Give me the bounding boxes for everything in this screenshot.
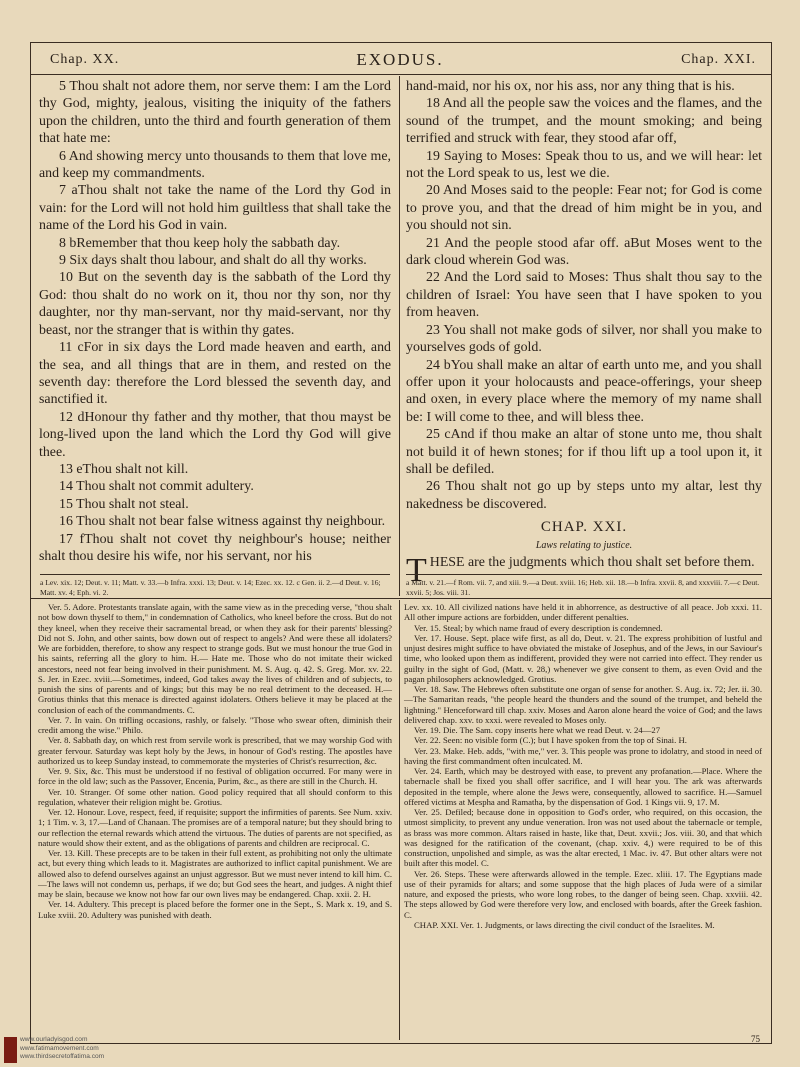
note: Ver. 14. Adultery. This precept is placed before the former one in the Sept., S. Mark x. 19, and S. Luke xviii. 20. Adultery was punished with death. bbox=[38, 899, 392, 920]
watermark bbox=[20, 1036, 104, 1062]
watermark-url: www.thirdsecretoffatima.com bbox=[20, 1053, 105, 1061]
note: Ver. 19. Die. The Sam. copy inserts here what we read Deut. v. 24—27 bbox=[414, 725, 661, 735]
running-header bbox=[30, 48, 770, 74]
drop-cap: T bbox=[406, 551, 427, 589]
verse: 11 cFor in six days the Lord made heaven and earth, and the sea, and all things that are in them, and rested on the seventh day: therefore the Lord blessed the seventh day, and sanctified it. bbox=[39, 340, 391, 408]
watermark-logo-icon bbox=[4, 1037, 17, 1063]
note: Ver. 15. Steal; by which name fraud of every description is condemned. bbox=[414, 622, 663, 633]
header-right-chapter: Chap. XXI. bbox=[681, 52, 756, 67]
note: Ver. 10. Stranger. Of some other nation. Good policy required that all should conform to this regulation, whatever their religion might be. Grotius. bbox=[38, 786, 392, 807]
header-rule bbox=[30, 74, 772, 75]
note: Ver. 17. House. Sept. place wife first, as all do, Deut. v. 21. The express prohibition of lustful and unjust desires might suffice to have obviated the mistake of Josephus, and of the Jews, in our Saviour's time, who looked upon them as indifferent, provided they were not carried into effect. They render us guilty in the sight of God, (Matt. v. 28,) whenever we give consent to them, as even Ovid and the pagan philosophers acknowledged. Grotius. bbox=[404, 632, 762, 684]
left-scripture-column bbox=[39, 78, 391, 565]
verse: 25 cAnd if thou make an altar of stone unto me, thou shalt not build it of hewn stones; for if thou lift up a tool upon it, it shall be defiled. bbox=[406, 427, 762, 477]
note: Ver. 7. In vain. On trifling occasions, rashly, or falsely. "Those who swear often, diminish their credit among the wise." Philo. bbox=[38, 714, 392, 735]
watermark-url: www.fatimamovement.com bbox=[20, 1044, 99, 1052]
verse: 16 Thou shalt not bear false witness against thy neighbour. bbox=[59, 514, 386, 530]
header-book-title: EXODUS. bbox=[356, 50, 444, 69]
note: CHAP. XXI. Ver. 1. Judgments, or laws directing the civil conduct of the Israelites. M. bbox=[414, 919, 715, 930]
header-left-chapter: Chap. XX. bbox=[50, 52, 120, 67]
verse: 14 Thou shalt not commit adultery. bbox=[59, 479, 254, 495]
note: Ver. 8. Sabbath day, on which rest from servile work is prescribed, that we may worship God with greater fervour. Saturday was kept holy by the Jews, in honour of God's resting. The apostles have authorized us to keep Sunday instead, to commemorate the mysteries of Christ's resurrection, &c. bbox=[38, 735, 392, 766]
verse: 26 Thou shalt not go up by steps unto my altar, lest thy nakedness be discovered. bbox=[406, 479, 762, 512]
verse: 8 bRemember that thou keep holy the sabbath day. bbox=[59, 235, 341, 251]
note: Ver. 26. Steps. These were afterwards allowed in the temple. Ezec. xliii. 17. The Egyptians made use of their pyramids for altars; and some suppose that the high places of Juda were of a similar nature, and exposed the priests, who wore long robes, to the danger of being seen. Chap. xxviii. 42. The steps allowed by God were therefore very low, and enclosed with boards, after the Greek fashion. C. bbox=[404, 868, 762, 920]
notes-divider bbox=[399, 600, 400, 1040]
verse: hand-maid, nor his ox, nor his ass, nor any thing that is his. bbox=[406, 79, 735, 94]
verse: 13 eThou shalt not kill. bbox=[59, 461, 189, 477]
verse: 20 And Moses said to the people: Fear not; for God is come to prove you, and that the dread of him might be in you, and you should not sin. bbox=[406, 183, 762, 234]
verse: 6 And showing mercy unto thousands to them that love me, and keep my commandments. bbox=[39, 148, 391, 182]
commentary-right bbox=[404, 602, 762, 930]
verse: 21 And the people stood afar off. aBut Moses went to the dark cloud wherein God was. bbox=[406, 235, 762, 269]
verse: 9 Six days shalt thou labour, and shalt do all thy works. bbox=[59, 253, 367, 269]
verse: 19 Saying to Moses: Speak thou to us, and we will hear: let not the Lord speak to us, lest we die. bbox=[406, 148, 762, 182]
note: Lev. xx. 10. All civilized nations have held it in abhorrence, as destructive of all peace. Job xxxi. 11. All other impure actions are forbidden, under different penalties. bbox=[404, 602, 762, 623]
footnotes-left: a Lev. xix. 12; Deut. v. 11; Matt. v. 33.—b Infra. xxxi. 13; Deut. v. 14; Ezec. xx. 12. c Gen. ii. 2.—d Deut. v. 16; Matt. xv. 4; Eph. vi. 2. bbox=[40, 574, 390, 597]
verse: 15 Thou shalt not steal. bbox=[59, 496, 189, 512]
commentary-left bbox=[38, 602, 392, 920]
verse: 5 Thou shalt not adore them, nor serve them: I am the Lord thy God, mighty, jealous, visiting the iniquity of the fathers upon the children, unto the third and fourth generation of them that hate me: bbox=[39, 79, 391, 147]
verse: 17 fThou shalt not covet thy neighbour's house; neither shalt thou desire his wife, nor his servant, nor his bbox=[39, 531, 391, 564]
note: Ver. 23. Make. Heb. adds, "with me," ver. 3. This people was prone to idolatry, and stood in need of having the first commandment often inculcated. M. bbox=[404, 745, 762, 766]
verse: 22 And the Lord said to Moses: Thus shalt thou say to the children of Israel: You have seen that I have spoken to you from heaven. bbox=[406, 270, 762, 321]
verse: 18 And all the people saw the voices and the flames, and the sound of the trumpet, and the mount smoking; and being terrified and struck with fear, they stood afar off, bbox=[406, 96, 762, 147]
note: Ver. 12. Honour. Love, respect, feed, if requisite; support the infirmities of parents. See Num. xxiv. 1; 1 Tim. v. 3, 17.—Land of Chanaan. The promises are of a temporal nature; but they should bring to our reflection the eternal rewards which attend the virtuous. The duties of parents are not specified, as nature would show their extent, and as the obligations of parents and children are reciprocal. C. bbox=[38, 807, 392, 848]
note: Ver. 13. Kill. These precepts are to be taken in their full extent, as prohibiting not only the ultimate act, but every thing which leads to it. Magistrates are authorized to inflict capital punishment. We are allowed also to defend ourselves against an unjust aggressor. But we must never intend to kill him. C.—The laws will not condemn us, perhaps, if we do; but God sees the heart, and judges. A night thief may be slain, because we know not how far our own lives may be endangered. Chap. xxii. 2. H. bbox=[38, 848, 392, 899]
chapter-summary: Laws relating to justice. bbox=[535, 539, 633, 551]
opening-text: HESE are the judgments which thou shalt set before them. bbox=[429, 554, 755, 570]
verse: 7 aThou shalt not take the name of the Lord thy God in vain: for the Lord will not hold him guiltless that shall take the name of the Lord his God in vain. bbox=[39, 183, 391, 234]
note: Ver. 22. Seen: no visible form (C.); but I have spoken from the top of Sinai. H. bbox=[414, 735, 687, 746]
note: Ver. 18. Saw. The Hebrews often substitute one organ of sense for another. S. Aug. ix. 72; Jer. ii. 30.—The Samaritan reads, "the people heard the thunders and the sound of the trumpet, and beheld the lightning." Henceforward till chap. xxiv. Moses and Aaron alone heard the voice of God; and the laws delivered chap. xxv. to xxxi. were revealed to Moses only. bbox=[404, 684, 762, 725]
footnotes-right: a Matt. v. 21.—f Rom. vii. 7, and xiii. 9.—a Deut. xviii. 16; Heb. xii. 18.—b Infra. xxvii. 8, and xxxviii. 7.—c Deut. xxvii. 5; Jos. viii. 31. bbox=[406, 574, 762, 597]
note: Ver. 25. Defiled; because done in opposition to God's order, who required, on this occasion, the utmost simplicity, to prevent any undue veneration. Iron was not used about the tabernacle or temple, as brass was more common. Altars raised in haste, like that, Deut. xxvii.; Jos. viii. 30, and that which was designed for the ratification of the covenant, (chap. xxiv. 4,) were required to be of this construction, unpolished and simple, as was the altar erected, 1 Mac. iv. 47. But other altars were not built after this model. C. bbox=[404, 807, 762, 869]
note: Ver. 5. Adore. Protestants translate again, with the same view as in the preceding verse, "thou shalt not bow down thyself to them," in condemnation of Catholics, who kneel before the cross. But do not they kneel, when they receive their sacramental bread, or when they ask for their parents' blessing? Did not S. John, and other saints, bow down out of respect to angels? And were these all idolaters? We are forbidden, therefore, to show any respect to strange gods. But we must honour the true God in his saints, referring all the glory to him. H.— Hate me. Those who do not imitate their wicked ancestors, need not fear being involved in their punishment. M. S. Aug. q. 42. S. Greg. Mor. xv. 22. S. Jer. in Ezec. xviii.—Sometimes, indeed, God takes away the lives of children and of subjects, to punish the sins of parents and of kings; but this may be no real detriment to the deceased. H.—Grotius thinks that this menace is directed against idolaters. Others believe it may be placed at the conclusion of each of the commandments. C. bbox=[38, 602, 392, 715]
note: Ver. 9. Six, &c. This must be understood if no festival of obligation occurred. For many were in force in the old law; such as the Passover, Encenia, Purim, &c., as there are still in the Church. H. bbox=[38, 766, 392, 787]
note: Ver. 24. Earth, which may be destroyed with ease, to prevent any profanation.—Place. Where the tabernacle shall be fixed you shall offer sacrifice, and I will hear you. The ark was afterwards deposited in the temple, where alone the Jews were, consequently, allowed to sacrifice. H.—Samuel offered victims at Mespha and Ramatha, by the dispensation of God. 1 Kings vii. 9, 17. M. bbox=[404, 766, 762, 807]
verse: 23 You shall not make gods of silver, nor shall you make to yourselves gods of gold. bbox=[406, 322, 762, 356]
verse: 10 But on the seventh day is the sabbath of the Lord thy God: thou shalt do no work on it, thou nor thy son, nor thy daughter, nor thy man-servant, nor thy maid-servant, nor thy beast, nor the stranger that is within thy gates. bbox=[39, 270, 391, 338]
notes-rule bbox=[30, 598, 772, 599]
page-number: 75 bbox=[751, 1034, 760, 1044]
watermark-url: www.ourladyisgod.com bbox=[20, 1036, 88, 1043]
chapter-heading: CHAP. XXI. bbox=[540, 519, 628, 536]
column-divider bbox=[399, 76, 400, 596]
verse: 12 dHonour thy father and thy mother, that thou mayst be long-lived upon the land which the Lord thy God will give thee. bbox=[39, 409, 391, 460]
verse: 24 bYou shall make an altar of earth unto me, and you shall offer upon it your holocausts and peace-offerings, your sheep and oxen, in every place where the memory of my name shall be: I will come to thee, and will bless thee. bbox=[406, 357, 762, 425]
